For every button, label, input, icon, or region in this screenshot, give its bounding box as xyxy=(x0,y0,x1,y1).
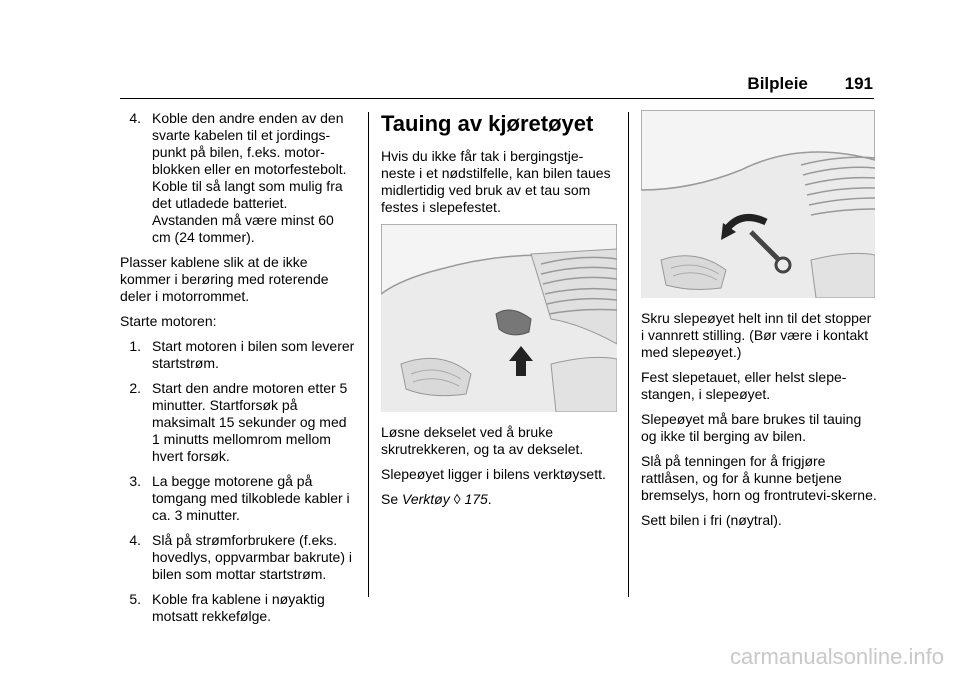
paragraph: Starte motoren: xyxy=(120,313,217,329)
paragraph: Slepeøyet må bare brukes til tauing og ikke til berging av bilen. xyxy=(641,411,862,444)
column-2 xyxy=(381,110,617,516)
list-item: 3. La begge motorene gå på tomgang med tilkoblede kabler i ca. 3 minutter. xyxy=(129,473,350,523)
cross-reference: Se Verktøy ◊ 175. xyxy=(381,491,492,507)
paragraph: Skru slepeøyet helt inn til det stopper i vannrett stilling. (Bør være i kontakt med slepeøyet.) xyxy=(641,310,872,360)
column-divider xyxy=(628,112,629,597)
column-3 xyxy=(641,110,877,537)
paragraph: Fest slepetauet, eller helst slepe-stangen, i slepeøyet. xyxy=(641,369,847,402)
column-divider xyxy=(368,112,369,597)
paragraph: Hvis du ikke får tak i bergingstje-neste i et nødstilfelle, kan bilen taues midlertidig ved bruk av et tau som festes i slepefestet. xyxy=(381,148,611,215)
paragraph: Løsne dekselet ved å bruke skrutrekkeren, og ta av dekselet. xyxy=(381,424,584,457)
header-rule xyxy=(120,98,874,99)
list-item: 1. Start motoren i bilen som leverer startstrøm. xyxy=(129,338,355,371)
paragraph: Slepeøyet ligger i bilens verktøysett. xyxy=(381,466,606,482)
start-steps xyxy=(120,338,356,625)
paragraph: Plasser kablene slik at de ikke kommer i berøring med roterende deler i motorrommet. xyxy=(120,254,329,304)
watermark: carmanualsonline.info xyxy=(729,644,944,669)
list-item: 2. Start den andre motoren etter 5 minutter. Startforsøk på maksimalt 15 sekunder og med 1 minutts mellomrom mellom hvert forsøk. xyxy=(129,380,348,464)
column-1 xyxy=(120,110,356,633)
paragraph: Sett bilen i fri (nøytral). xyxy=(641,512,782,528)
towing-eye-illustration xyxy=(641,110,875,298)
page-number: 191 xyxy=(844,74,873,93)
page-ref-icon: ◊ xyxy=(453,491,461,507)
section-title: Bilpleie xyxy=(747,74,808,93)
list-item: 4. Koble den andre enden av den svarte kabelen til et jordings-punkt på bilen, f.eks. motor-blokken eller en motorfestebolt. Koble til så langt som mulig fra det utladede batteriet. Avstanden må være minst 60 cm (24 tommer). xyxy=(129,110,347,245)
bumper-cover-illustration xyxy=(381,224,617,412)
list-item: 5. Koble fra kablene i nøyaktig motsatt rekkefølge. xyxy=(129,591,325,624)
list-item: 4. Slå på strømforbrukere (f.eks. hovedlys, oppvarmbar bakrute) i bilen som mottar startstrøm. xyxy=(129,532,352,582)
paragraph: Slå på tenningen for å frigjøre rattlåsen, og for å kunne betjene bremselys, horn og frontrutevi-skerne. xyxy=(641,453,877,503)
reference-link[interactable]: Verktøy xyxy=(402,491,450,507)
continued-steps xyxy=(126,110,356,246)
page-header xyxy=(747,74,873,94)
section-heading: Tauing av kjøretøyet xyxy=(381,111,594,136)
